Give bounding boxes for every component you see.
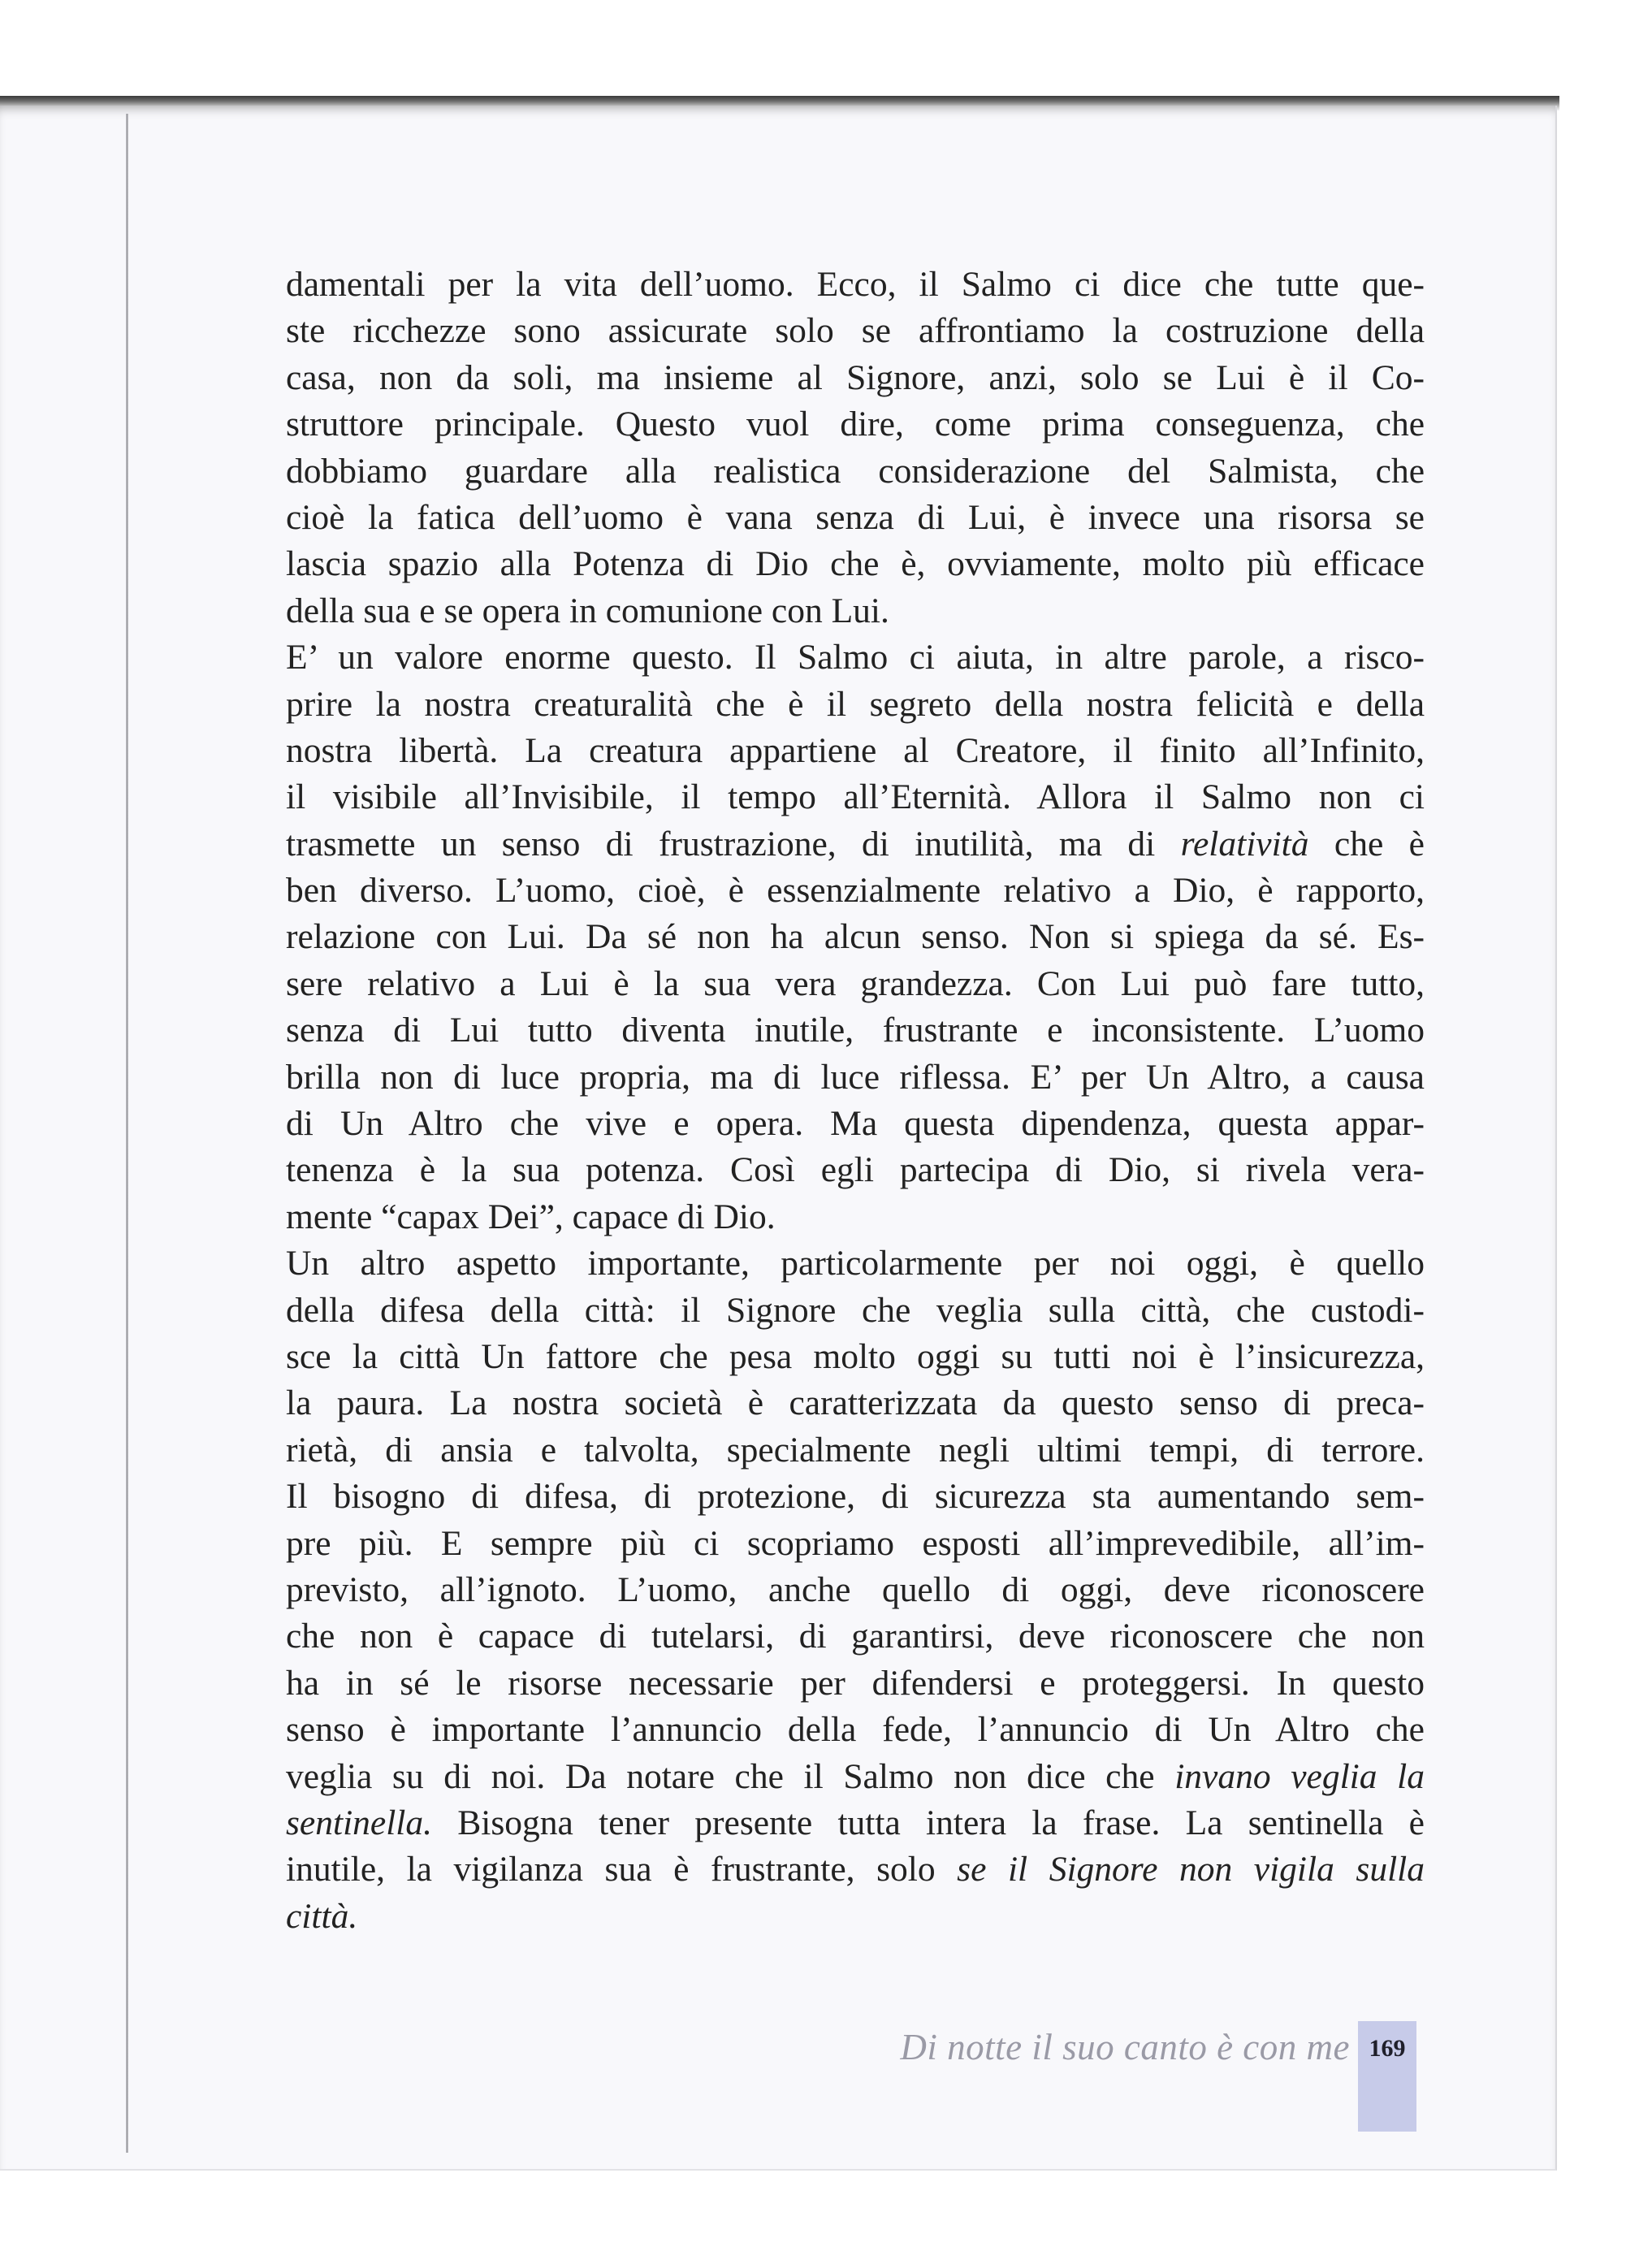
text-line: Un altro aspetto importante, particolarmente per noi oggi, è quello [286, 1244, 1425, 1284]
italic-text-segment: se il Signore non vigila sulla [957, 1850, 1425, 1890]
text-line: E’ un valore enorme questo. Il Salmo ci aiuta, in altre parole, a risco- [286, 638, 1425, 677]
body-text [286, 262, 1425, 1940]
text-line: lascia spazio alla Potenza di Dio che è, ovviamente, molto più efficace [286, 544, 1425, 584]
text-line: pre più. E sempre più ci scopriamo esposti all’imprevedibile, all’im- [286, 1523, 1425, 1563]
running-title: Di notte il suo canto è con me [900, 2027, 1350, 2067]
text-line [286, 1800, 1425, 1846]
text-segment: trasmette un senso di frustrazione, di inutilità, ma di [286, 824, 1181, 864]
text-line: di Un Altro che vive e opera. Ma questa dipendenza, questa appar- [286, 1104, 1425, 1144]
text-line: sce la città Un fattore che pesa molto oggi su tutti noi è l’insicurezza, [286, 1336, 1425, 1376]
text-line: nostra libertà. La creatura appartiene al Creatore, il finito all’Infinito, [286, 730, 1425, 770]
italic-text-segment: relatività [1180, 824, 1309, 864]
text-line: damentali per la vita dell’uomo. Ecco, il Salmo ci dice che tutte que- [286, 265, 1425, 304]
italic-text-segment: invano veglia la [1174, 1756, 1425, 1796]
text-segment: che è [1308, 824, 1425, 864]
text-line: il visibile all’Invisibile, il tempo all’Eternità. Allora il Salmo non ci [286, 777, 1425, 817]
text-line [286, 1846, 1425, 1893]
text-line: mente “capax Dei”, capace di Dio. [286, 1197, 776, 1236]
text-segment: veglia su di noi. Da notare che il Salmo non dice che [286, 1756, 1175, 1796]
text-line: la paura. La nostra società è caratterizzata da questo senso di preca- [286, 1383, 1425, 1423]
text-line: della sua e se opera in comunione con Lui. [286, 591, 889, 630]
text-line: della difesa della città: il Signore che veglia sulla città, che custodi- [286, 1290, 1425, 1330]
text-line: casa, non da soli, ma insieme al Signore, anzi, solo se Lui è il Co- [286, 357, 1425, 397]
text-line: senso è importante l’annuncio della fede, l’annuncio di Un Altro che [286, 1710, 1425, 1750]
text-line: sere relativo a Lui è la sua vera grandezza. Con Lui può fare tutto, [286, 963, 1425, 1003]
text-line: ha in sé le risorse necessarie per difendersi e proteggersi. In questo [286, 1663, 1425, 1703]
italic-text-segment: sentinella. [286, 1803, 433, 1842]
text-line [286, 1754, 1425, 1800]
page-number: 169 [1369, 2035, 1406, 2062]
text-segment: Bisogna tener presente tutta intera la frase. La sentinella è [432, 1803, 1425, 1842]
text-line [286, 821, 1425, 868]
text-line: relazione con Lui. Da sé non ha alcun senso. Non si spiega da sé. Es- [286, 917, 1425, 957]
text-line: cioè la fatica dell’uomo è vana senza di Lui, è invece una risorsa se [286, 497, 1425, 537]
text-line: previsto, all’ignoto. L’uomo, anche quello di oggi, deve riconoscere [286, 1569, 1425, 1609]
text-line: brilla non di luce propria, ma di luce riflessa. E’ per Un Altro, a causa [286, 1057, 1425, 1097]
binding-crease [126, 114, 128, 2153]
italic-text-segment: città. [286, 1896, 358, 1936]
text-line: ste ricchezze sono assicurate solo se affrontiamo la costruzione della [286, 311, 1425, 351]
text-line: tenenza è la sua potenza. Così egli partecipa di Dio, si rivela vera- [286, 1150, 1425, 1190]
text-segment: inutile, la vigilanza sua è frustrante, solo [286, 1850, 958, 1890]
text-line: rietà, di ansia e talvolta, specialmente negli ultimi tempi, di terrore. [286, 1430, 1425, 1470]
text-line: Il bisogno di difesa, di protezione, di sicurezza sta aumentando sem- [286, 1477, 1425, 1517]
text-line: che non è capace di tutelarsi, di garantirsi, deve riconoscere che non [286, 1617, 1425, 1656]
text-line: prire la nostra creaturalità che è il segreto della nostra felicità e della [286, 684, 1425, 724]
text-line [286, 1894, 1425, 1940]
text-line: dobbiamo guardare alla realistica considerazione del Salmista, che [286, 451, 1425, 491]
text-line: ben diverso. L’uomo, cioè, è essenzialmente relativo a Dio, è rapporto, [286, 871, 1425, 911]
text-line: senza di Lui tutto diventa inutile, frustrante e inconsistente. L’uomo [286, 1011, 1425, 1050]
text-line: struttore principale. Questo vuol dire, come prima conseguenza, che [286, 405, 1425, 444]
